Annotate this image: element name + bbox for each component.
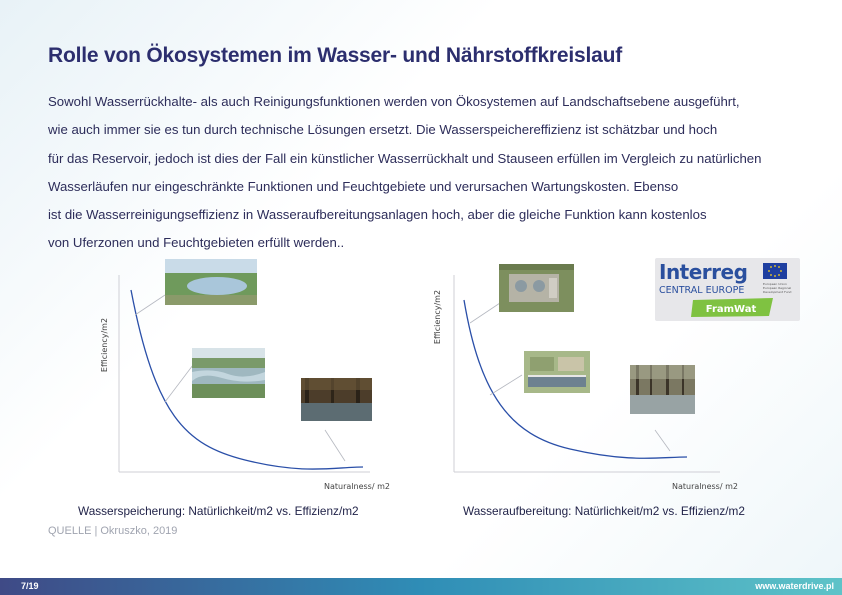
eu-fund-text: European Union: [763, 282, 787, 286]
pointer-line: [325, 430, 345, 461]
pointer-line: [490, 375, 522, 395]
source-note: QUELLE | Okruszko, 2019: [48, 525, 178, 537]
page-title: Rolle von Ökosystemen im Wasser- und Nährstoffkreislauf: [48, 44, 623, 67]
purification-chart-caption: Wasseraufbereitung: Natürlichkeit/m2 vs. Effizienz/m2: [463, 504, 745, 518]
page-number: 7/19: [21, 581, 39, 591]
paragraph-line: von Uferzonen und Feuchtgebieten erfüllt werden..: [48, 235, 345, 251]
paragraph-line: wie auch immer sie es tun durch technische Lösungen ersetzt. Die Wasserspeichereffizienz ist schätzbar und hoch: [48, 122, 718, 138]
logo-lettering: Interreg: [659, 260, 748, 284]
y-axis-label: Efficiency/m2: [100, 317, 109, 373]
paragraph-line: für das Reservoir, jedoch ist dies der Fall ein künstlicher Wasserrückhalt und Stauseen erfüllen im Vergleich zu natürlichen: [48, 150, 762, 166]
pointer-line: [165, 365, 193, 402]
paragraph-line: Wasserläufen nur eingeschränkte Funktionen und Feuchtgebiete und verursachen Wartungskosten. Ebenso: [48, 178, 679, 194]
body-paragraph: [48, 92, 818, 262]
treatment-plant-photo: [499, 264, 574, 312]
floodplain-forest-photo: [630, 365, 695, 414]
logo-subtitle: CENTRAL EUROPE: [659, 285, 745, 296]
pointer-line: [135, 295, 165, 315]
x-axis-label: Naturalness/ m2: [672, 482, 738, 491]
constructed-wetland-photo: [524, 351, 590, 393]
eu-fund-text: European Regional: [763, 286, 792, 290]
pointer-line: [655, 430, 670, 451]
storage-chart-caption: Wasserspeicherung: Natürlichkeit/m2 vs. Effizienz/m2: [78, 504, 359, 518]
eu-fund-text: Development Fund: [763, 290, 792, 294]
paragraph-line: ist die Wasserreinigungseffizienz in Wasseraufbereitungsanlagen hoch, aber die gleiche Funktion kann kostenlos: [48, 207, 707, 223]
wetland-river-photo: [192, 348, 265, 398]
reservoir-photo: [165, 259, 257, 305]
footer-url[interactable]: www.waterdrive.pl: [755, 581, 834, 591]
framwat-label: FramWat: [705, 304, 757, 315]
x-axis-label: Naturalness/ m2: [324, 482, 390, 491]
natural-stream-photo: [301, 378, 372, 421]
y-axis-label: Efficiency/m2: [433, 289, 442, 345]
footer-bar: [0, 578, 842, 595]
pointer-line: [470, 303, 500, 323]
paragraph-line: Sowohl Wasserrückhalte- als auch Reinigungsfunktionen werden von Ökosystemen auf Landschaftsebene ausgeführt,: [48, 94, 740, 109]
interreg-framwat-logo: [655, 258, 800, 321]
